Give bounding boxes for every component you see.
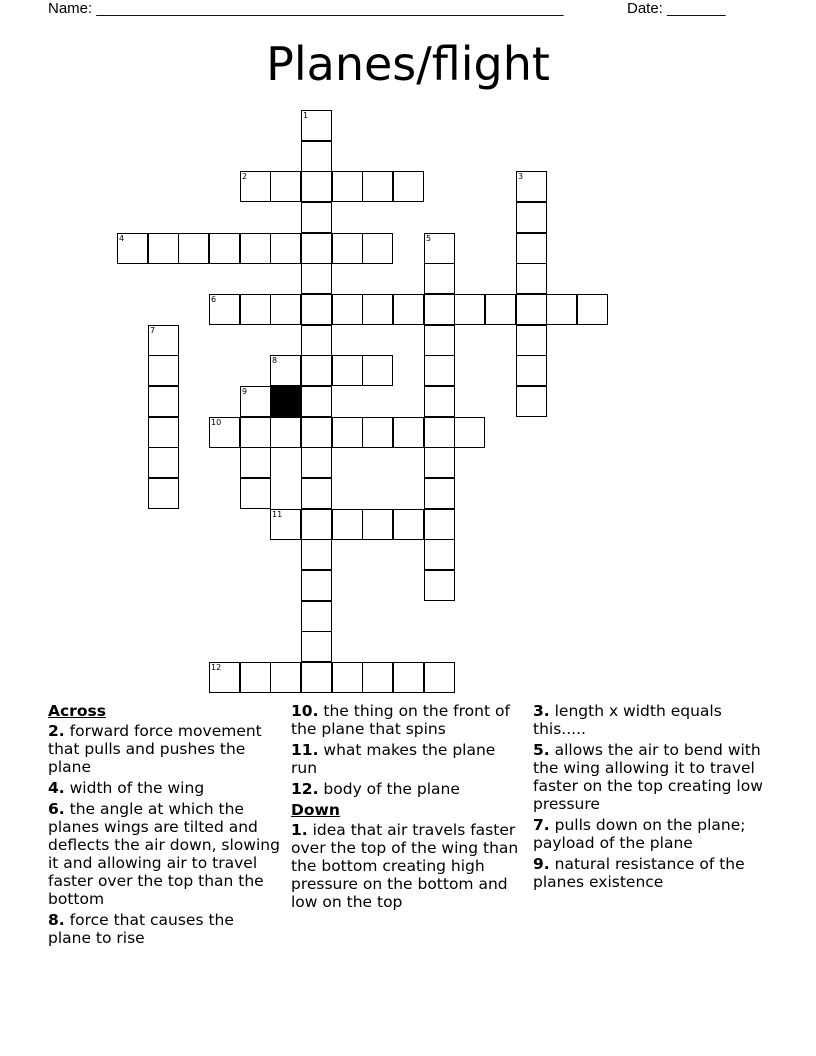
clue-text: width of the wing [69,779,205,797]
grid-cell[interactable] [148,478,179,509]
grid-cell[interactable] [148,447,179,478]
grid-cell[interactable] [424,662,455,693]
grid-cell[interactable] [209,662,240,693]
grid-cell[interactable] [424,233,455,264]
grid-cell[interactable] [240,478,271,509]
grid-cell[interactable] [424,539,455,570]
grid-cell[interactable] [516,171,547,202]
clue-down-9 [533,855,769,891]
across-heading: Across [48,702,106,720]
grid-cell[interactable] [117,233,148,264]
date-field-label: Date: _______ [627,0,726,17]
clue-number-label: 8 [272,356,278,365]
clue-text: the thing on the front of the plane that spins [291,702,510,738]
page-title: Planes/flight [266,37,550,91]
grid-cell[interactable] [270,355,301,386]
clue-text: forward force movement that pulls and pushes the plane [48,722,262,776]
grid-cell[interactable] [516,294,547,325]
clue-number-label: 1 [303,111,309,120]
clue-text: allows the air to bend with the wing allowing it to travel faster on the top creating low pressure [533,741,763,813]
grid-cell[interactable] [301,570,332,601]
grid-cell[interactable] [270,233,301,264]
grid-cell[interactable] [301,447,332,478]
grid-cell[interactable] [454,417,485,448]
grid-cell[interactable] [240,171,271,202]
grid-cell[interactable] [240,662,271,693]
grid-cell[interactable] [516,233,547,264]
grid-cell[interactable] [270,509,301,540]
grid-cell[interactable] [393,662,424,693]
grid-cell[interactable] [424,294,455,325]
clue-text: the angle at which the planes wings are tilted and deflects the air down, slowing it and allowing air to travel faster over the top than the bottom [48,800,280,908]
grid-cell[interactable] [301,171,332,202]
clue-across-4 [48,779,280,797]
clue-down-3 [533,702,769,738]
grid-cell[interactable] [148,233,179,264]
black-square [270,386,301,417]
clue-across-2 [48,722,280,776]
grid-cell[interactable] [424,355,455,386]
grid-cell[interactable] [424,417,455,448]
grid-cell[interactable] [301,631,332,662]
grid-cell[interactable] [362,294,393,325]
grid-cell[interactable] [301,263,332,294]
name-field-label: Name: ________________________________________________________ [48,0,564,17]
grid-cell[interactable] [424,325,455,356]
grid-cell[interactable] [393,171,424,202]
grid-cell[interactable] [209,233,240,264]
grid-cell[interactable] [424,263,455,294]
grid-cell[interactable] [516,325,547,356]
clue-number: 10. [291,702,319,720]
clue-text: idea that air travels faster over the top of the wing than the bottom creating high pressure on the bottom and low on the top [291,821,519,911]
grid-cell[interactable] [301,141,332,172]
clue-number-label: 4 [119,234,125,243]
grid-cell[interactable] [270,662,301,693]
grid-cell[interactable] [240,386,271,417]
clue-number-label: 3 [518,172,524,181]
grid-cell[interactable] [240,233,271,264]
clue-down-5 [533,741,769,813]
grid-cell[interactable] [301,110,332,141]
grid-cell[interactable] [393,509,424,540]
clue-across-6 [48,800,280,908]
clue-number-label: 12 [211,663,222,672]
clue-number-label: 10 [211,418,222,427]
grid-cell[interactable] [301,662,332,693]
grid-cell[interactable] [424,447,455,478]
grid-cell[interactable] [178,233,209,264]
grid-cell[interactable] [362,355,393,386]
clue-number: 3. [533,702,550,720]
grid-cell[interactable] [148,386,179,417]
clue-text: length x width equals this..... [533,702,722,738]
grid-cell[interactable] [301,417,332,448]
grid-cell[interactable] [362,509,393,540]
grid-cell[interactable] [148,417,179,448]
grid-cell[interactable] [332,294,363,325]
grid-cell[interactable] [240,447,271,478]
grid-cell[interactable] [516,355,547,386]
grid-cell[interactable] [301,355,332,386]
grid-cell[interactable] [301,233,332,264]
clue-number: 11. [291,741,319,759]
grid-cell[interactable] [516,386,547,417]
clues-column-3 [533,702,769,894]
grid-cell[interactable] [301,509,332,540]
clue-text: body of the plane [323,780,460,798]
grid-cell[interactable] [332,417,363,448]
clue-number: 9. [533,855,550,873]
grid-cell[interactable] [362,417,393,448]
clue-text: force that causes the plane to rise [48,911,234,947]
clue-number: 5. [533,741,550,759]
grid-cell[interactable] [209,294,240,325]
grid-cell[interactable] [332,355,363,386]
grid-cell[interactable] [301,601,332,632]
grid-cell[interactable] [301,539,332,570]
grid-cell[interactable] [546,294,577,325]
grid-cell[interactable] [209,417,240,448]
grid-cell[interactable] [301,386,332,417]
clues-column-1 [48,702,280,950]
clue-number: 12. [291,780,319,798]
grid-cell[interactable] [577,294,608,325]
grid-cell[interactable] [516,202,547,233]
grid-cell[interactable] [362,233,393,264]
clue-number-label: 5 [426,234,432,243]
grid-cell[interactable] [454,294,485,325]
clue-number: 6. [48,800,65,818]
clue-number-label: 11 [272,510,283,519]
grid-cell[interactable] [332,662,363,693]
grid-cell[interactable] [424,386,455,417]
grid-cell[interactable] [332,171,363,202]
clue-number-label: 2 [242,172,248,181]
grid-cell[interactable] [393,294,424,325]
clue-across-10 [291,702,519,738]
clue-across-11 [291,741,519,777]
clue-number: 4. [48,779,65,797]
grid-cell[interactable] [301,294,332,325]
clue-number-label: 9 [242,387,248,396]
clue-number: 8. [48,911,65,929]
grid-cell[interactable] [393,417,424,448]
grid-cell[interactable] [424,509,455,540]
grid-cell[interactable] [516,263,547,294]
grid-cell[interactable] [301,325,332,356]
grid-cell[interactable] [148,325,179,356]
grid-cell[interactable] [301,478,332,509]
clue-number-label: 6 [211,295,217,304]
clue-text: what makes the plane run [291,741,496,777]
clue-across-8 [48,911,280,947]
grid-cell[interactable] [424,570,455,601]
grid-cell[interactable] [332,233,363,264]
clue-down-1 [291,821,519,911]
clue-text: natural resistance of the planes existence [533,855,745,891]
grid-cell[interactable] [270,171,301,202]
clues-column-2 [291,702,519,914]
grid-cell[interactable] [424,478,455,509]
clue-number: 2. [48,722,65,740]
clue-number: 7. [533,816,550,834]
grid-cell[interactable] [270,417,301,448]
clue-number: 1. [291,821,308,839]
grid-cell[interactable] [240,417,271,448]
down-heading: Down [291,801,340,819]
clue-down-7 [533,816,769,852]
grid-cell[interactable] [240,294,271,325]
grid-cell[interactable] [362,171,393,202]
grid-cell[interactable] [270,294,301,325]
grid-cell[interactable] [485,294,516,325]
clue-number-label: 7 [150,326,156,335]
grid-cell[interactable] [332,509,363,540]
grid-cell[interactable] [362,662,393,693]
grid-cell[interactable] [301,202,332,233]
grid-cell[interactable] [148,355,179,386]
clue-text: pulls down on the plane; payload of the plane [533,816,746,852]
clue-across-12 [291,780,519,798]
